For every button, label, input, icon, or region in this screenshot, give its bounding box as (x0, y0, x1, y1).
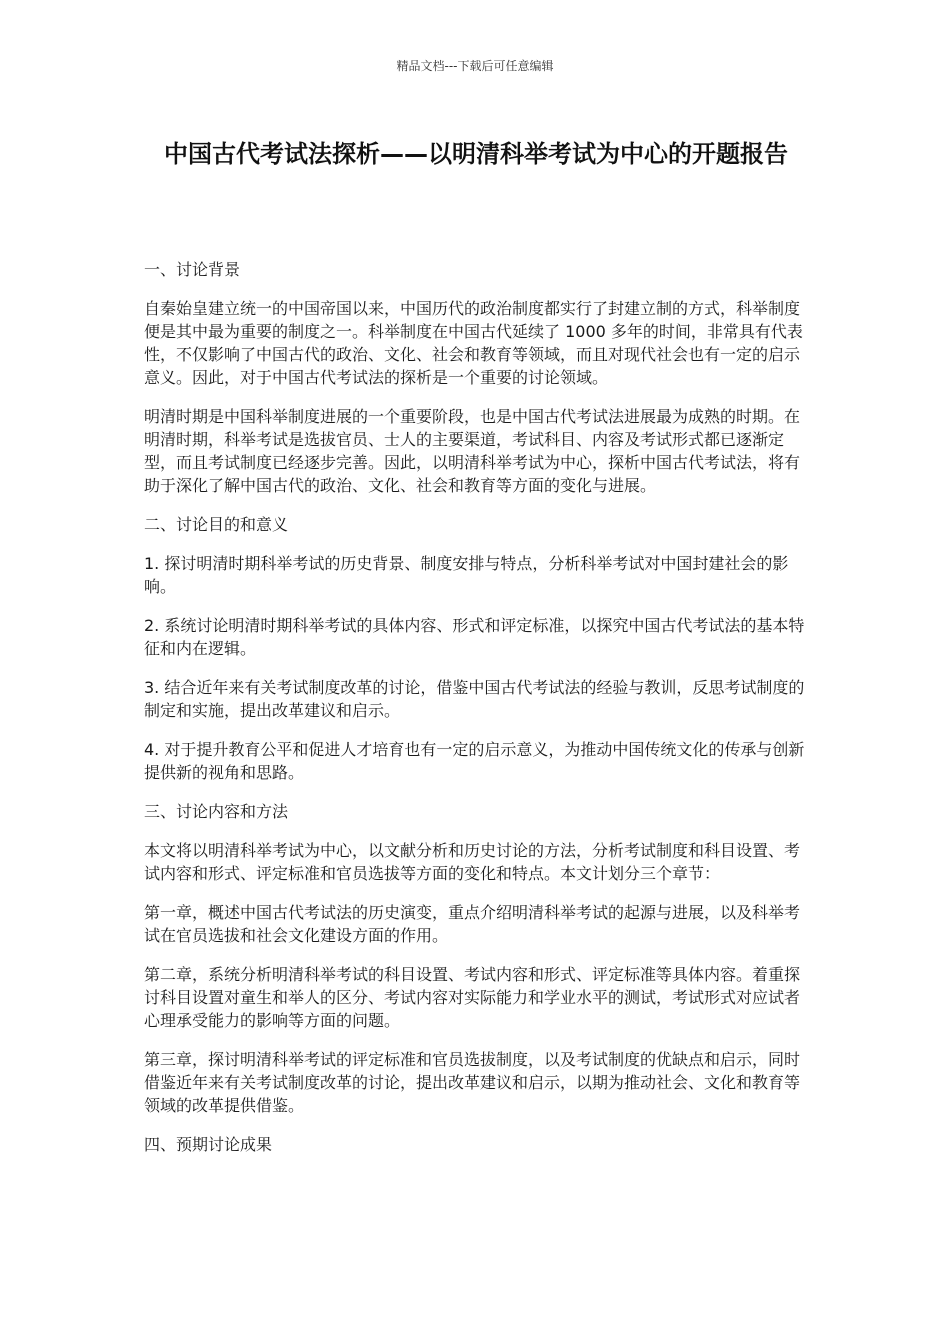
list-item: 3. 结合近年来有关考试制度改革的讨论，借鉴中国古代考试法的经验与教训，反思考试制度的制定和实施，提出改革建议和启示。 (144, 678, 805, 720)
list-item: 4. 对于提升教育公平和促进人才培育也有一定的启示意义，为推动中国传统文化的传承与创新提供新的视角和思路。 (144, 740, 805, 782)
list-item: 2. 系统讨论明清时期科举考试的具体内容、形式和评定标准，以探究中国古代考试法的基本特征和内在逻辑。 (144, 616, 805, 658)
page-header-watermark: 精品文档---下载后可任意编辑 (396, 59, 554, 73)
paragraph-chapter-1: 第一章，概述中国古代考试法的历史演变，重点介绍明清科举考试的起源与进展，以及科举考试在官员选拔和社会文化建设方面的作用。 (144, 903, 801, 945)
section-heading-purpose: 二、讨论目的和意义 (144, 515, 289, 534)
section-heading-content-method: 三、讨论内容和方法 (144, 802, 289, 821)
document-title: 中国古代考试法探析——以明清科举考试为中心的开题报告 (164, 140, 788, 168)
paragraph: 明清时期是中国科举制度进展的一个重要阶段，也是中国古代考试法进展最为成熟的时期。在明清时期，科举考试是选拔官员、士人的主要渠道，考试科目、内容及考试形式都已逐渐定型，而且考试制度已经逐步完善。因此，以明清科举考试为中心，探析中国古代考试法，将有助于深化了解中国古代的政治、文化、社会和教育等方面的变化与进展。 (144, 407, 801, 495)
section-heading-expected-results: 四、预期讨论成果 (144, 1135, 273, 1154)
paragraph: 本文将以明清科举考试为中心，以文献分析和历史讨论的方法，分析考试制度和科目设置、考试内容和形式、评定标准和官员选拔等方面的变化和特点。本文计划分三个章节： (144, 841, 801, 883)
paragraph-chapter-2: 第二章，系统分析明清科举考试的科目设置、考试内容和形式、评定标准等具体内容。着重探讨科目设置对童生和举人的区分、考试内容对实际能力和学业水平的测试，考试形式对应试者心理承受能力的影响等方面的问题。 (144, 965, 801, 1030)
list-item: 1. 探讨明清时期科举考试的历史背景、制度安排与特点，分析科举考试对中国封建社会的影响。 (144, 554, 789, 596)
paragraph: 自秦始皇建立统一的中国帝国以来，中国历代的政治制度都实行了封建立制的方式，科举制度便是其中最为重要的制度之一。科举制度在中国古代延续了 1000 多年的时间，非常具有代表性，不仅影响了中国古代的政治、文化、社会和教育等领域，而且对现代社会也有一定的启示意义。因此，对于中国古代考试法的探析是一个重要的讨论领域。 (144, 299, 803, 387)
paragraph-chapter-3: 第三章，探讨明清科举考试的评定标准和官员选拔制度，以及考试制度的优缺点和启示，同时借鉴近年来有关考试制度改革的讨论，提出改革建议和启示，以期为推动社会、文化和教育等领域的改革提供借鉴。 (144, 1050, 801, 1115)
document-body (144, 258, 806, 1172)
section-heading-background: 一、讨论背景 (144, 260, 241, 279)
